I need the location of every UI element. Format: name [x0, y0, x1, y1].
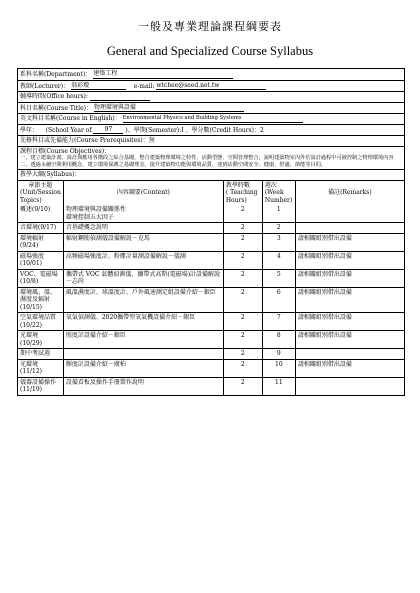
email-label: e-mail:	[133, 82, 155, 90]
row-content: 設備看板及操作手冊製作說明	[63, 377, 223, 395]
row-week: 7	[262, 313, 295, 331]
table-row	[18, 349, 404, 360]
row-week: 5	[262, 269, 295, 287]
row-remarks: 請相關組別借出設備	[295, 251, 404, 269]
course-english-label: 英文科目名稱(Course in English)：	[20, 115, 121, 122]
row-content: 物理環境與設備關係性 環境控制五大因子	[63, 205, 223, 223]
department-value: 建築工程	[93, 70, 233, 79]
row-unit: 音環境(9/17)	[18, 223, 63, 234]
year-label: 學年：	[20, 126, 39, 134]
row-remarks	[295, 223, 404, 234]
row-remarks	[295, 349, 404, 360]
table-row	[18, 331, 404, 349]
row-unit: 磁場強度 (10/01)	[18, 251, 63, 269]
row-remarks: 請相關組別借出設備	[295, 313, 404, 331]
table-row	[18, 377, 404, 395]
row-week: 1	[262, 205, 295, 223]
row-remarks: 請相關組別借出設備	[295, 287, 404, 313]
syllabus-label: 教學大綱(Syllabus)：	[20, 171, 81, 178]
row-content: 攜帶式 VOC 氣體偵測儀、攜帶式高斯(電磁場)計設備解說－志尚	[63, 269, 223, 287]
header-remarks: 備註(Remarks)	[295, 181, 404, 206]
table-row	[18, 269, 404, 287]
year-text: (School Year of	[45, 126, 92, 134]
lecturer-label: 教師(Lecturer)：	[20, 82, 70, 90]
objectives-row	[18, 147, 404, 171]
objective-1: 一、建立建築計畫、設計與應用各階段之綜合基礎，整合建築物理環境之特性、活動型態、空間管理整合，說明建築物室內外於設計過程中可被控制之物理環境內容	[20, 155, 394, 161]
table-row	[18, 287, 404, 313]
row-week: 8	[262, 331, 295, 349]
objective-2: 二、透過永續空間利用概念，建立環境保護之基礎理念，提升建築物功能與環境品質，達到活動空間安全、健康、舒適、節能等目的。	[20, 161, 327, 168]
row-remarks	[295, 205, 404, 223]
table-row	[18, 233, 404, 251]
row-content: 高頻磁場強度計、粉塵計量測設備解說－儀測	[63, 251, 223, 269]
office-hours-value	[90, 100, 150, 101]
title-chinese: 一般及專業理論課程綱要表	[138, 20, 282, 33]
office-hours-label: 輔導時間(Office hours):	[20, 93, 88, 100]
prerequisite-text: 先修科目或先備能力(Course Prerequisites)：無	[20, 137, 155, 144]
office-hours-row	[18, 92, 404, 103]
row-unit: VOC、電磁場 (10/8)	[18, 269, 63, 287]
row-week: 10	[262, 359, 295, 377]
row-hours: 2	[223, 377, 262, 395]
row-content: 輻射鋼筋偵測儀設備解說－克馬	[63, 233, 223, 251]
department-row	[18, 69, 404, 81]
title-english: General and Specialized Course Syllabus	[106, 44, 314, 58]
department-label: 系科名稱(Department)：	[20, 71, 92, 78]
row-week: 11	[262, 377, 295, 395]
lecturer-value: 翁彩瓊	[71, 82, 126, 91]
row-unit: 期中考試週	[18, 349, 63, 360]
table-row	[18, 313, 404, 331]
row-hours: 2	[223, 313, 262, 331]
row-unit: 空氣環境品質 (10/22)	[18, 313, 63, 331]
syllabus-header-row	[18, 181, 404, 206]
row-week: 3	[262, 233, 295, 251]
syllabus-body	[18, 205, 404, 395]
row-hours: 2	[223, 359, 262, 377]
semester-credit-text: )、學期(Semester):Ⅰ 、學分數(Credit Hours)：2	[125, 126, 264, 134]
table-row	[18, 251, 404, 269]
row-unit: 光環境 (10/29)	[18, 331, 63, 349]
row-unit: 概述(9/10)	[18, 205, 63, 223]
year-value: 97	[93, 126, 123, 135]
year-row	[18, 125, 404, 137]
table-row	[18, 223, 404, 234]
course-title-row	[18, 103, 404, 115]
row-remarks: 請相關組別借出設備	[295, 269, 404, 287]
row-hours: 2	[223, 287, 262, 313]
course-english-row	[18, 114, 404, 125]
row-content: 輝度計設備介紹－廣柏	[63, 359, 223, 377]
header-content: 內容綱要(Content)	[63, 181, 223, 206]
table-row	[18, 359, 404, 377]
course-english-value: Environmental Physics and Building Systems	[123, 115, 303, 123]
row-unit: 環境輻射 (9/24)	[18, 233, 63, 251]
prerequisite-row	[18, 136, 404, 147]
row-content: 照度計設備介紹－銀臣	[63, 331, 223, 349]
syllabus-label-row	[18, 170, 404, 181]
row-content: 氧氣偵測儀、2020攜帶型氧氣機設備介紹－銀臣	[63, 313, 223, 331]
row-unit: 環境風、溫、濕度及輻射 (10/15)	[18, 287, 63, 313]
row-unit: 儀器設備操作 (11/19)	[18, 377, 63, 395]
table-row	[18, 205, 404, 223]
syllabus-form	[17, 68, 405, 396]
lecturer-row	[18, 81, 404, 93]
row-hours: 2	[223, 251, 262, 269]
row-week: 6	[262, 287, 295, 313]
row-hours: 2	[223, 233, 262, 251]
header-week: 週次 (Week Number)	[262, 181, 295, 206]
email-value: wtchee@seed.net.tw	[156, 82, 266, 91]
row-remarks: 請相關組別借出設備	[295, 233, 404, 251]
syllabus-table-wrapper	[18, 181, 404, 395]
course-title-value: 物理環境與設備	[94, 104, 244, 113]
objectives-label: 課程目標(Course Objectives)：	[20, 147, 111, 155]
syllabus-table	[18, 181, 404, 395]
row-unit: 光環境 (11/12)	[18, 359, 63, 377]
course-title-label: 科目名稱(Course Title)：	[20, 104, 92, 112]
row-content	[63, 349, 223, 360]
row-remarks: 請相關組別借出設備	[295, 359, 404, 377]
row-hours: 2	[223, 205, 262, 223]
header-unit: 章節主題 (Unit/Session Topics)	[18, 181, 63, 206]
row-content: 風溫濕度計、球溫度計、戶外風速測定組設備介紹－銀臣	[63, 287, 223, 313]
row-week: 4	[262, 251, 295, 269]
row-hours: 2	[223, 223, 262, 234]
row-hours: 2	[223, 269, 262, 287]
row-remarks: 請相關組別借出設備	[295, 331, 404, 349]
row-hours: 2	[223, 349, 262, 360]
header-hours: 教學時數 ( Teaching Hours)	[223, 181, 262, 206]
row-hours: 2	[223, 331, 262, 349]
row-content: 音基礎概念說明	[63, 223, 223, 234]
row-week: 2	[262, 223, 295, 234]
row-remarks	[295, 377, 404, 395]
row-week: 9	[262, 349, 295, 360]
